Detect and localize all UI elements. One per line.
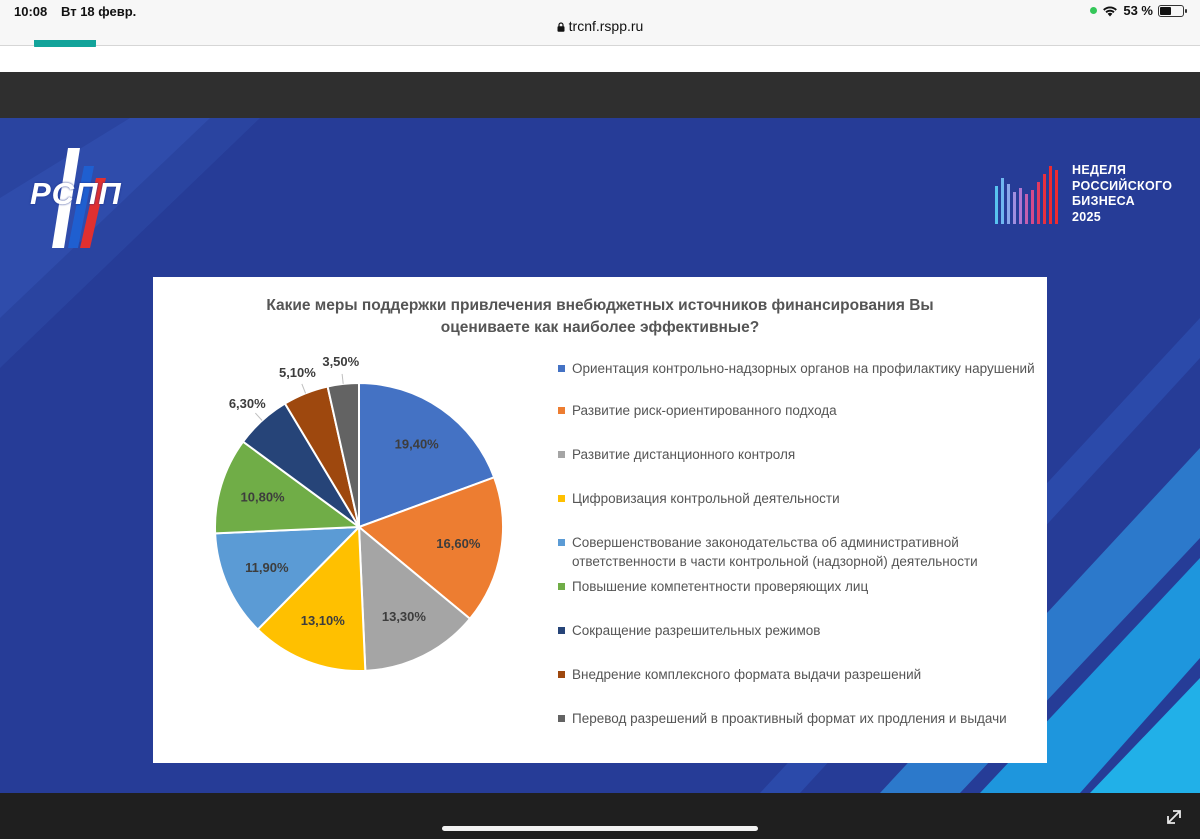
pie-data-label: 3,50% — [322, 354, 360, 370]
pie-data-label: 5,10% — [278, 364, 316, 380]
pie-data-label: 16,60% — [436, 536, 481, 552]
url-text: trcnf.rspp.ru — [568, 18, 644, 34]
legend-swatch — [558, 671, 565, 678]
battery-icon — [1158, 5, 1184, 17]
legend-item — [558, 445, 1038, 464]
logo-line-3: БИЗНЕСА — [1072, 194, 1136, 208]
legend-label: Развитие дистанционного контроля — [572, 447, 796, 462]
legend-swatch — [558, 715, 565, 722]
legend-label: Ориентация контрольно-надзорных органов на профилактику нарушений — [572, 361, 1035, 376]
wifi-icon — [1102, 5, 1118, 17]
address-bar[interactable] — [0, 18, 1200, 34]
legend-label: Повышение компетентности проверяющих лиц — [572, 579, 869, 594]
rspp-logo-text: РСПП — [30, 176, 122, 211]
expand-icon[interactable] — [1160, 803, 1186, 829]
legend-label: Развитие риск-ориентированного подхода — [572, 403, 837, 418]
privacy-indicator-icon — [1090, 7, 1097, 14]
legend-swatch — [558, 583, 565, 590]
legend-item — [558, 401, 1038, 420]
business-week-logo-text — [1072, 163, 1172, 225]
chart-card — [153, 277, 1047, 763]
logo-line-2: РОССИЙСКОГО — [1072, 178, 1173, 193]
home-indicator[interactable] — [442, 826, 758, 831]
legend-item — [558, 577, 1038, 596]
video-player-top-bar — [0, 72, 1200, 118]
legend-swatch — [558, 407, 565, 414]
pie-leader-line — [255, 413, 262, 420]
pie-leader-line — [342, 374, 343, 384]
status-bar — [0, 0, 1200, 46]
page-header — [0, 47, 1200, 72]
status-date: Вт 18 февр. — [61, 4, 137, 19]
legend-item — [558, 709, 1038, 728]
logo-line-4: 2025 — [1072, 209, 1102, 224]
logo-line-1: НЕДЕЛЯ — [1072, 163, 1127, 177]
legend-swatch — [558, 365, 565, 372]
legend-item — [558, 665, 1038, 684]
pie-data-label: 13,30% — [381, 609, 426, 625]
pie-leader-line — [302, 384, 306, 393]
legend-swatch — [558, 495, 565, 502]
legend-item — [558, 621, 1038, 640]
legend-label: Цифровизация контрольной деятельности — [572, 491, 840, 506]
legend-swatch — [558, 539, 565, 546]
pie-data-label: 13,10% — [300, 613, 345, 629]
battery-percent: 53 % — [1123, 3, 1153, 18]
legend-label: Сокращение разрешительных режимов — [572, 623, 821, 638]
legend-item — [558, 489, 1038, 508]
pie-data-label: 19,40% — [394, 436, 439, 452]
pie-data-label: 10,80% — [240, 489, 285, 505]
lock-icon — [557, 22, 565, 32]
legend-item — [558, 533, 1038, 571]
pie-data-label: 6,30% — [228, 396, 266, 412]
legend-swatch — [558, 627, 565, 634]
status-indicators — [1090, 3, 1184, 18]
legend-swatch — [558, 451, 565, 458]
legend-label: Внедрение комплексного формата выдачи разрешений — [572, 667, 922, 682]
pie-data-label: 11,90% — [245, 559, 289, 575]
legend-label: Совершенствование законодательства об административной ответственности в части контрольной (надзорной) деятельности — [572, 535, 978, 569]
legend-label: Перевод разрешений в проактивный формат их продления и выдачи — [572, 711, 1007, 726]
status-time: 10:08 — [14, 4, 48, 19]
chart-title: Какие меры поддержки привлечения внебюджетных источников финансирования Вы оцениваете как наиболее эффективные? — [266, 297, 934, 336]
legend-item — [558, 359, 1038, 378]
video-player-bottom-bar — [0, 793, 1200, 839]
pie-chart — [193, 354, 533, 713]
